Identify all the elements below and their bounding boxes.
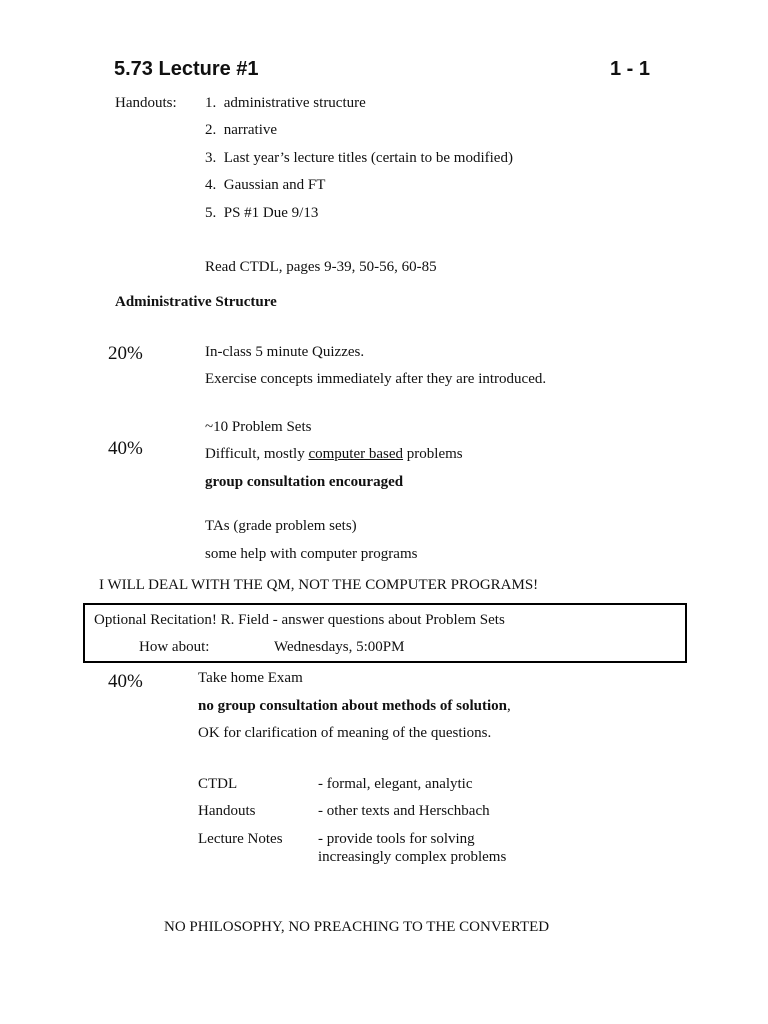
handout-num: 4. (205, 177, 217, 193)
handout-num: 5. (205, 205, 217, 221)
handout-item (205, 204, 318, 222)
closing-statement: NO PHILOSOPHY, NO PREACHING TO THE CONVERTED (164, 919, 550, 935)
handout-text: Gaussian and FT (223, 177, 326, 193)
problem-sets-percent: 40% (108, 438, 143, 459)
recitation-time: Wednesdays, 5:00PM (274, 639, 405, 655)
resource-name: Handouts (198, 803, 256, 819)
exam-rule-tail: , (506, 698, 511, 714)
exam-clarification: OK for clarification of meaning of the questions. (198, 725, 492, 741)
handout-item (205, 94, 366, 112)
handout-num: 3. (205, 150, 217, 166)
problem-sets-desc-pre: Difficult, mostly (205, 446, 309, 462)
resource-desc: - formal, elegant, analytic (318, 776, 473, 792)
resource-desc: - other texts and Herschbach (318, 803, 490, 819)
group-consultation-note: group consultation encouraged (205, 474, 404, 490)
recitation-how-label: How about: (139, 639, 210, 655)
section-heading: Administrative Structure (115, 294, 277, 310)
resource-desc-continued: increasingly complex problems (318, 849, 507, 865)
handouts-label: Handouts: (115, 95, 177, 111)
exam-line: Take home Exam (198, 670, 303, 686)
reading-assignment: Read CTDL, pages 9-39, 50-56, 60-85 (205, 259, 437, 275)
quizzes-description: Exercise concepts immediately after they are introduced. (205, 371, 547, 387)
handout-text: Last year’s lecture titles (certain to be modified) (223, 150, 513, 166)
recitation-line: Optional Recitation! R. Field - answer questions about Problem Sets (94, 612, 505, 628)
problem-sets-description (205, 445, 463, 463)
qm-notice: I WILL DEAL WITH THE QM, NOT THE COMPUTER PROGRAMS! (99, 577, 539, 593)
handout-item (205, 176, 325, 194)
ta-help-line: some help with computer programs (205, 546, 418, 562)
exam-rule (198, 697, 511, 715)
page-number: 1 - 1 (610, 58, 651, 80)
computer-based-underlined: computer based (308, 446, 404, 462)
quizzes-line: In-class 5 minute Quizzes. (205, 344, 365, 360)
handout-text: PS #1 Due 9/13 (223, 205, 319, 221)
resource-desc: - provide tools for solving (318, 831, 475, 847)
handout-item (205, 149, 513, 167)
resource-name: Lecture Notes (198, 831, 283, 847)
handout-text: narrative (223, 122, 278, 138)
problem-sets-count: ~10 Problem Sets (205, 419, 312, 435)
handout-num: 2. (205, 122, 217, 138)
ta-line: TAs (grade problem sets) (205, 518, 357, 534)
problem-sets-desc-post: problems (403, 446, 463, 462)
handout-text: administrative structure (223, 95, 366, 111)
quizzes-percent: 20% (108, 343, 143, 364)
exam-rule-bold: no group consultation about methods of solution (198, 698, 507, 714)
page-title: 5.73 Lecture #1 (114, 58, 259, 80)
handout-item (205, 121, 277, 139)
resource-name: CTDL (198, 776, 238, 792)
handout-num: 1. (205, 95, 217, 111)
exam-percent: 40% (108, 671, 143, 692)
